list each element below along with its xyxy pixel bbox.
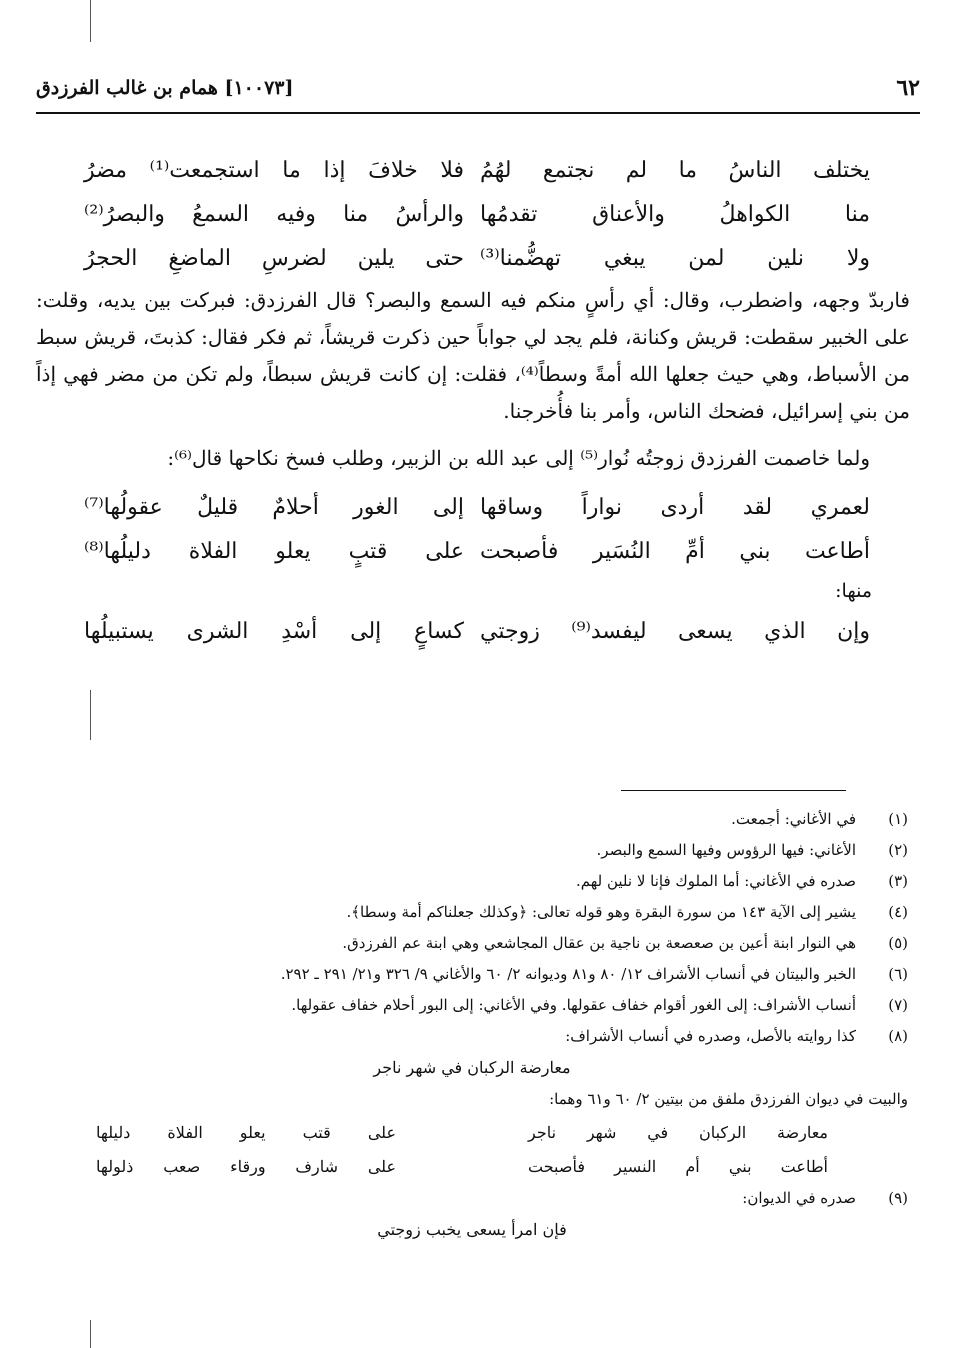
footnote-hemistich: معارضة الركبان في شهر ناجر (373, 1058, 571, 1077)
second-hemistich: والرأسُ منا وفيه السمعُ والبصرُ⁽²⁾ (84, 201, 464, 227)
footnote-number: (١) (888, 810, 908, 828)
binding-line-middle (90, 690, 91, 740)
second-hemistich: فلا خلافَ إذا ما استجمعت⁽¹⁾ مضرُ (84, 157, 464, 183)
minha-label: منها: (835, 580, 872, 602)
footnote (36, 1021, 908, 1052)
footnote-text: في الأغاني: أجمعت. (731, 810, 856, 828)
first-hemistich: أطاعت بني أمِّ النُسَير فأصبحت (480, 538, 870, 564)
footnote (36, 959, 908, 990)
footnote-hemistich: فإن امرأ يسعى يخبب زوجتي (377, 1220, 567, 1239)
page-number: ٦٢ (896, 75, 920, 101)
footnote-number: (٢) (888, 841, 908, 859)
footnote (36, 928, 908, 959)
prose-paragraph-2: ولما خاصمت الفرزدق زوجتُه نُوار⁽⁵⁾ إلى عبد الله بن الزبير، وطلب فسخ نكاحها قال⁽⁶⁾: (167, 446, 870, 470)
verse-line (36, 485, 920, 529)
verse-line (36, 609, 920, 653)
poem-2 (36, 485, 920, 573)
footnote-text: صدره في الأغاني: أما الملوك فإنا لا نلين لهم. (575, 872, 856, 890)
main-text (36, 140, 920, 653)
poem-1 (36, 148, 920, 280)
footnote-number: (٤) (888, 903, 908, 921)
binding-line-top (90, 0, 91, 42)
second-hemistich: حتى يلين لضرسِ الماضغِ الحجرُ (84, 245, 464, 271)
footnote (36, 804, 908, 835)
footnotes (36, 804, 908, 1246)
footnote-text: كذا روايته بالأصل، وصدره في أنساب الأشراف: (565, 1027, 856, 1045)
footnote-text: الخبر والبيتان في أنساب الأشراف ١٢/ ٨٠ و٨١ وديوانه ٢/ ٦٠ والأغاني ٩/ ٣٢٦ و٢١/ ٢٩١ ـ ٢٩٢. (280, 965, 856, 983)
second-hemistich: إلى الغور أحلامٌ قليلٌ عقولُها⁽⁷⁾ (84, 494, 464, 520)
binding-line-bottom (90, 1320, 91, 1348)
footnote-text: صدره في الديوان: (742, 1189, 856, 1207)
footnote-verse (36, 1149, 908, 1183)
first-hemistich: معارضة الركبان في شهر ناجر (528, 1122, 828, 1142)
footnote-separator (621, 790, 846, 791)
footnote-number: (٣) (888, 872, 908, 890)
verse-line (36, 529, 920, 573)
footnote (36, 1183, 908, 1214)
second-hemistich: على قتبٍ يعلو الفلاة دليلُها⁽⁸⁾ (84, 538, 464, 564)
verse-line (36, 148, 920, 192)
footnote-text: هي النوار ابنة أعين بن صعصعة بن ناجية بن عقال المجاشعي وهي ابنة عم الفرزدق. (342, 934, 856, 952)
first-hemistich: ولا نلين لمن يبغي تهضُّمنا⁽³⁾ (480, 245, 870, 271)
footnote-verse (36, 1115, 908, 1149)
footnote-text: يشير إلى الآية ١٤٣ من سورة البقرة وهو قوله تعالى: ﴿وكذلك جعلناكم أمة وسطا﴾. (346, 903, 856, 921)
second-hemistich: على شارف ورقاء صعب ذلولها (96, 1156, 396, 1176)
footnote (36, 990, 908, 1021)
first-hemistich: يختلف الناسُ ما لم نجتمع لهُمُ (480, 157, 870, 183)
footnote-text: الأغاني: فيها الرؤوس وفيها السمع والبصر. (596, 841, 856, 859)
first-hemistich: لعمري لقد أردى نواراً وساقها (480, 494, 870, 520)
footnote-number: (٧) (888, 996, 908, 1014)
footnote-number: (٩) (888, 1189, 908, 1207)
first-hemistich: أطاعت بني أم النسير فأصبحت (528, 1156, 828, 1176)
first-hemistich: منا الكواهلُ والأعناق تقدمُها (480, 201, 870, 227)
footnote (36, 835, 908, 866)
footnote-number: (٦) (888, 965, 908, 983)
prose-paragraph-1: فاربدّ وجهه، واضطرب، وقال: أي رأسٍ منكم فيه السمع والبصر؟ قال الفرزدق: فبركت بين يديه، وقلت: على الخبير سقطت: قريش وكنانة، فلم يجد لي جواباً حين ذكرت قريشاً، ثم فكر فقال: كذبتَ، قريش سبط من الأسباط، وهي حيث جعلها الله أمةً وسطاً⁽⁴⁾، فقلت: إن كانت قريش سبطاً، ولم تكن من مضر فهي إذاً من بني إسرائيل، فضحك الناس، وأمر بنا فأُخرجنا. (36, 288, 910, 423)
footnote-number: (٥) (888, 934, 908, 952)
page-header (36, 64, 920, 114)
footnote (36, 866, 908, 897)
verse-line (36, 236, 920, 280)
footnote (36, 897, 908, 928)
second-hemistich: على قتب يعلو الفلاة دليلها (96, 1122, 396, 1142)
first-hemistich: وإن الذي يسعى ليفسد⁽⁹⁾ زوجتي (480, 618, 870, 644)
footnote-number: (٨) (888, 1027, 908, 1045)
footnote-note: والبيت في ديوان الفرزدق ملفق من بيتين ٢/ ٦٠ و٦١ وهما: (549, 1090, 908, 1108)
verse-line (36, 192, 920, 236)
running-title: [١٠٠٧٣] همام بن غالب الفرزدق (36, 77, 294, 99)
footnote-text: أنساب الأشراف: إلى الغور أقوام خفاف عقولها. وفي الأغاني: إلى البور أحلام خفاف عقولها. (291, 996, 856, 1014)
second-hemistich: كساعٍ إلى أسْدِ الشرى يستبيلُها (84, 618, 464, 644)
